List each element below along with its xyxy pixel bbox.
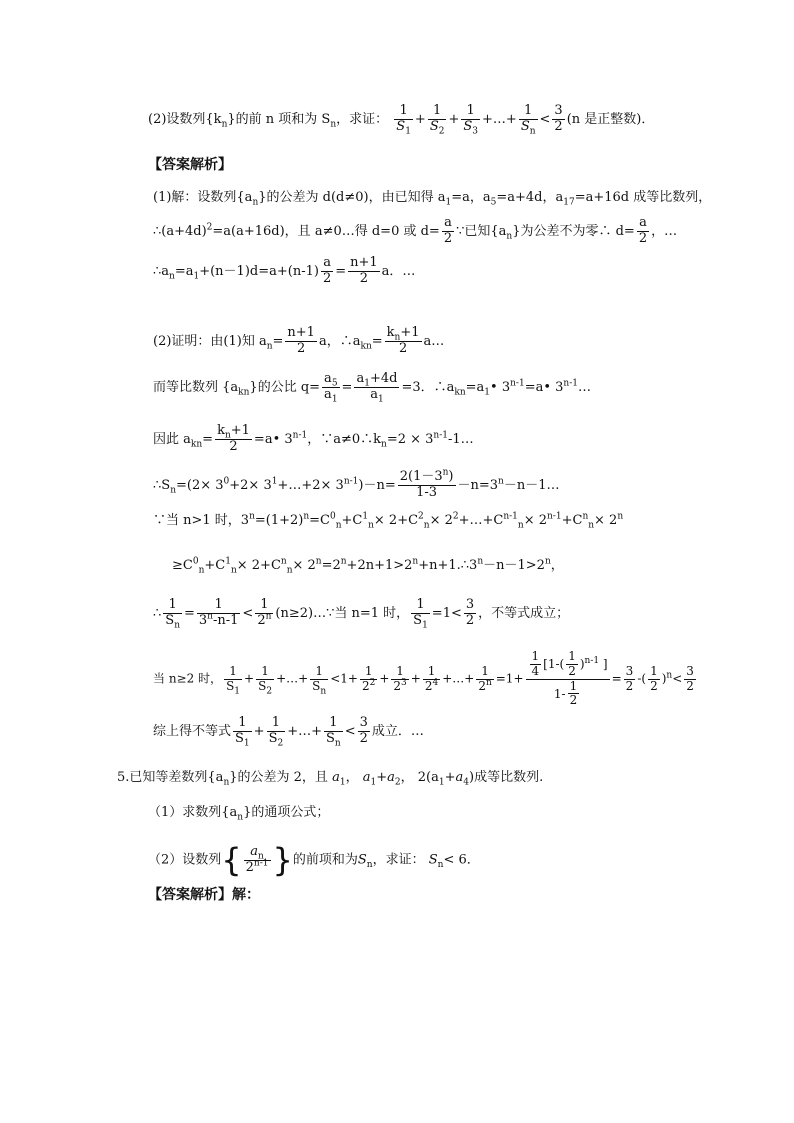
proof-line-4: $\therefore S_n=(2\times 3^0+2\times$ $3^1+\dots+2\times 3^{n-1})-n=$ $\frac{2(1-3^n)}{1-3}$ $-n=3^n-n-1\dots$ (153, 467, 560, 500)
proof-line-3: 因此 $a_{kn}=$ $\frac{k_n+1}{2}$ =a• 3$^{n-1}$，$\because a\ne 0\therefore k_n=2$ × $3^{n-1}-1\dots$ (153, 423, 474, 454)
answer-heading: 【答案解析】 (148, 157, 232, 173)
problem5-part2: （2）设数列{ $\frac{a_n}{2^{n-1}}$ }的前项和为$S_n$，求证： $S_n< 6$． (148, 841, 480, 879)
proof-line-6: $\ge C^0_n+C^1_n\times 2+C^n_n\times$ $2^n=2^n+2n+1>2^n+n+1.\therefore 3^n-n-1>2^n$， (172, 556, 564, 576)
solution-line-1: (1)解：设数列$\{a_n\}$的公差为 d(d≠0)，由已知得 $a_1=a$，$a_5=a+4d$，$a_{17}=a+16d$ 成等比数列， (153, 190, 712, 208)
problem4-part2-question: (2)设数列$\{k_n\}$的前 n 项和为 $S_n$，求证： $\frac{1}{S_1}$ + $\frac{1}{S_2}$ + $\frac{1}{S_3}$ +…+ $\frac{1}{S_n}$ < $\frac{3}{2}$ (n 是正整数)． (148, 103, 655, 137)
problem5-part1: （1）求数列$\{a_n\}$的通项公式； (148, 805, 330, 823)
proof-line-7: ∴ $\frac{1}{S_n}$ = $\frac{1}{3^n-n-1}$ < $\frac{1}{2^n}$ (n≥2)…∵当 n=1 时， $\frac{1}{S_1}$ =1< $\frac{3}{2}$ ，不等式成立； (153, 597, 570, 631)
solution-line-3: $\therefore a_n=a_1+(n-1)d=a+(n-1)$ $\frac{a}{2}$ = $\frac{n+1}{2}$ a．… (153, 255, 416, 286)
proof-line-5: ∵当 n>1 时，$3^n=(1+2)^n=C^0_n+C^1_n\times 2+C^2_n\times$ $2^2+\dots+C^{n-1}_n\times 2^{n-1}+C^n_n\times 2^n$ (153, 511, 624, 531)
solution-line-2: $\therefore(a+4d)^2=a(a+16d)$，且 a≠0…得 d=0 或 d= $\frac{a}{2}$ ∵已知$\{a_n\}$为公差不为零∴ d= $\frac{a}{2}$ ，… (153, 215, 678, 246)
problem5-stem: 5.已知等差数列$\{a_n\}$的公差为 2，且 $a_1$， $a_1+a_2$， $2(a_1+a_4)$成等比数列. (117, 770, 544, 788)
proof-conclusion: 综上得不等式 $\frac{1}{S_1}$ + $\frac{1}{S_2}$ +…+ $\frac{1}{S_n}$ < $\frac{3}{2}$ 成立．… (153, 715, 424, 749)
proof-line-8: 当 n≥2 时， $\frac{1}{S_1}$ + $\frac{1}{S_2}$ +…+ $\frac{1}{S_n}$ <1+ $\frac{1}{2^2}$ + $\frac{1}{2^3}$ + $\frac{1}{2^4}$ +…+ $\frac{1}{2^n}$ =1+ $\frac{1}{4}$ [1-( $\frac{1}{2}$ )$^{n-1}$ ] 1- $\frac{1}{2}$ = $\frac{3}{2}$ -( $\frac{1}{2}$ )$^n$< $\frac{3}{2}$ (153, 649, 694, 708)
proof-line-2: 而等比数列 $\{a_{kn}\}$的公比 q= $\frac{a_5}{a_1}$ = $\frac{a_1+4d}{a_1}$ =3．$\therefore a_{kn}=a_1•$ $3^{n-1}=a•$ 3$^{n-1}$… (153, 371, 591, 405)
proof-line-1: (2)证明：由(1)知 $a_n=$ $\frac{n+1}{2}$ a，$\therefore a_{kn}=$ $\frac{k_n+1}{2}$ a… (153, 325, 445, 356)
problem5-answer-heading: 【答案解析】解： (148, 887, 260, 903)
